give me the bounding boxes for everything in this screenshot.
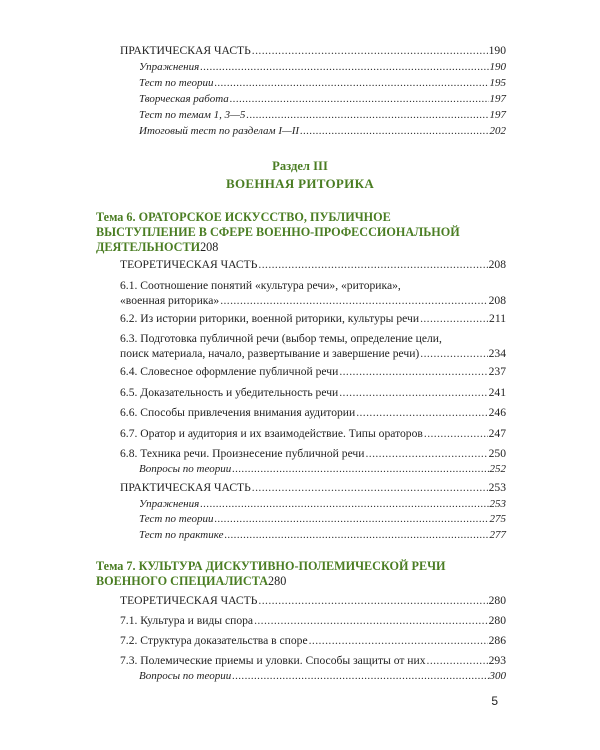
- entry-title: 7.3. Полемические приемы и уловки. Способы защиты от них: [120, 654, 426, 667]
- entry-title-line-2: поиск материала, начало, развертывание и завершение речи): [120, 347, 420, 360]
- entry-page: 253: [488, 481, 506, 494]
- entry-page: 250: [488, 447, 506, 460]
- toc-entry[interactable]: [139, 92, 506, 106]
- section-name: ВОЕННАЯ РИТОРИКА: [225, 176, 375, 191]
- entry-title-line-1: 6.3. Подготовка публичной речи (выбор темы, определение цели,: [120, 332, 442, 345]
- toc-entry[interactable]: [120, 386, 506, 400]
- toc-entry[interactable]: [120, 447, 506, 461]
- entry-page: 252: [489, 463, 506, 475]
- entry-page: 280: [488, 614, 506, 627]
- toc-entry[interactable]: [139, 124, 506, 138]
- theme-6-title-line-1: Тема 6. ОРАТОРСКОЕ ИСКУССТВО, ПУБЛИЧНОЕ: [96, 210, 391, 224]
- toc-entry[interactable]: [120, 406, 506, 420]
- entry-page: 280: [488, 594, 506, 607]
- entry-title-line-1: 6.1. Соотношение понятий «культура речи», «риторика»,: [120, 279, 401, 292]
- entry-title: Тест по практике: [139, 529, 224, 541]
- entry-title: 6.6. Способы привлечения внимания аудитории: [120, 406, 356, 419]
- toc-entry-theory[interactable]: [120, 594, 506, 608]
- toc-entry-practical[interactable]: [120, 44, 506, 58]
- toc-entry[interactable]: [139, 528, 506, 542]
- entry-title: Упражнения: [139, 61, 200, 73]
- toc-entry[interactable]: [120, 294, 506, 308]
- entry-title: Тест по теории: [139, 513, 214, 525]
- entry-page: 208: [488, 294, 506, 307]
- entry-page: 253: [489, 498, 506, 510]
- entry-page: 275: [489, 513, 506, 525]
- toc-entry[interactable]: [120, 654, 506, 668]
- toc-entry[interactable]: [120, 347, 506, 361]
- entry-title: 6.8. Техника речи. Произнесение публичной речи: [120, 447, 365, 460]
- entry-title: ПРАКТИЧЕСКАЯ ЧАСТЬ: [120, 481, 251, 494]
- entry-title: 7.1. Культура и виды спора: [120, 614, 254, 627]
- entry-title: 6.4. Словесное оформление публичной речи: [120, 365, 339, 378]
- entry-title: Итоговый тест по разделам I—II: [139, 125, 300, 137]
- entry-page: 195: [489, 77, 506, 89]
- entry-page: 197: [489, 93, 506, 105]
- entry-page: 211: [489, 312, 506, 325]
- entry-page: 234: [488, 347, 506, 360]
- entry-page: 190: [489, 61, 506, 73]
- entry-page: 202: [489, 125, 506, 137]
- entry-page: 237: [488, 365, 506, 378]
- entry-title: ПРАКТИЧЕСКАЯ ЧАСТЬ: [120, 44, 251, 57]
- entry-title: 6.7. Оратор и аудитория и их взаимодействие. Типы ораторов: [120, 427, 423, 440]
- entry-title: 6.5. Доказательность и убедительность речи: [120, 386, 339, 399]
- toc-entry-practical[interactable]: [120, 481, 506, 495]
- toc-entry-theory[interactable]: [120, 258, 506, 272]
- entry-title: Творческая работа: [139, 93, 229, 105]
- toc-entry[interactable]: [139, 108, 506, 122]
- entry-page: 293: [488, 654, 506, 667]
- entry-title: Тест по теории: [139, 77, 214, 89]
- toc-entry[interactable]: [139, 60, 506, 74]
- entry-page: 197: [489, 109, 506, 121]
- toc-entry[interactable]: [120, 614, 506, 628]
- entry-title: ТЕОРЕТИЧЕСКАЯ ЧАСТЬ: [120, 594, 258, 607]
- toc-entry[interactable]: [139, 76, 506, 90]
- theme-7-title-line-1: Тема 7. КУЛЬТУРА ДИСКУТИВНО-ПОЛЕМИЧЕСКОЙ РЕЧИ: [96, 559, 446, 573]
- entry-page: 241: [488, 386, 506, 399]
- toc-entry[interactable]: [120, 365, 506, 379]
- entry-title-line-2: «военная риторика»: [120, 294, 220, 307]
- entry-page: 208: [200, 240, 219, 254]
- page-number: 5: [491, 694, 498, 708]
- toc-entry[interactable]: [139, 497, 506, 511]
- entry-page: 246: [488, 406, 506, 419]
- toc-entry-questions[interactable]: [139, 462, 506, 476]
- toc-entry[interactable]: [139, 512, 506, 526]
- entry-title: Вопросы по теории: [139, 670, 232, 682]
- theme-6-title-line-3: ДЕЯТЕЛЬНОСТИ: [96, 240, 201, 254]
- entry-page: 300: [489, 670, 506, 682]
- entry-page: 280: [268, 574, 287, 588]
- entry-title: Вопросы по теории: [139, 463, 232, 475]
- theme-7-title-line-2: ВОЕННОГО СПЕЦИАЛИСТА: [96, 574, 269, 588]
- toc-entry[interactable]: [120, 634, 506, 648]
- section-label: Раздел III: [272, 159, 328, 173]
- toc-entry-questions[interactable]: [139, 669, 506, 683]
- theme-6-title-line-2: ВЫСТУПЛЕНИЕ В СФЕРЕ ВОЕННО-ПРОФЕССИОНАЛЬНОЙ: [96, 225, 460, 239]
- toc-entry-theme-7[interactable]: [96, 574, 506, 589]
- entry-page: 208: [488, 258, 506, 271]
- toc-entry[interactable]: [120, 427, 506, 441]
- entry-page: 247: [488, 427, 506, 440]
- entry-page: 277: [489, 529, 506, 541]
- entry-title: 6.2. Из истории риторики, военной риторики, культуры речи: [120, 312, 420, 325]
- entry-title: 7.2. Структура доказательства в споре: [120, 634, 308, 647]
- entry-page: 286: [488, 634, 506, 647]
- toc-entry-theme-6[interactable]: [96, 240, 506, 255]
- entry-title: Упражнения: [139, 498, 200, 510]
- entry-title: ТЕОРЕТИЧЕСКАЯ ЧАСТЬ: [120, 258, 258, 271]
- entry-title: Тест по темам 1, 3—5: [139, 109, 246, 121]
- toc-entry[interactable]: [120, 312, 506, 326]
- entry-page: 190: [488, 44, 506, 57]
